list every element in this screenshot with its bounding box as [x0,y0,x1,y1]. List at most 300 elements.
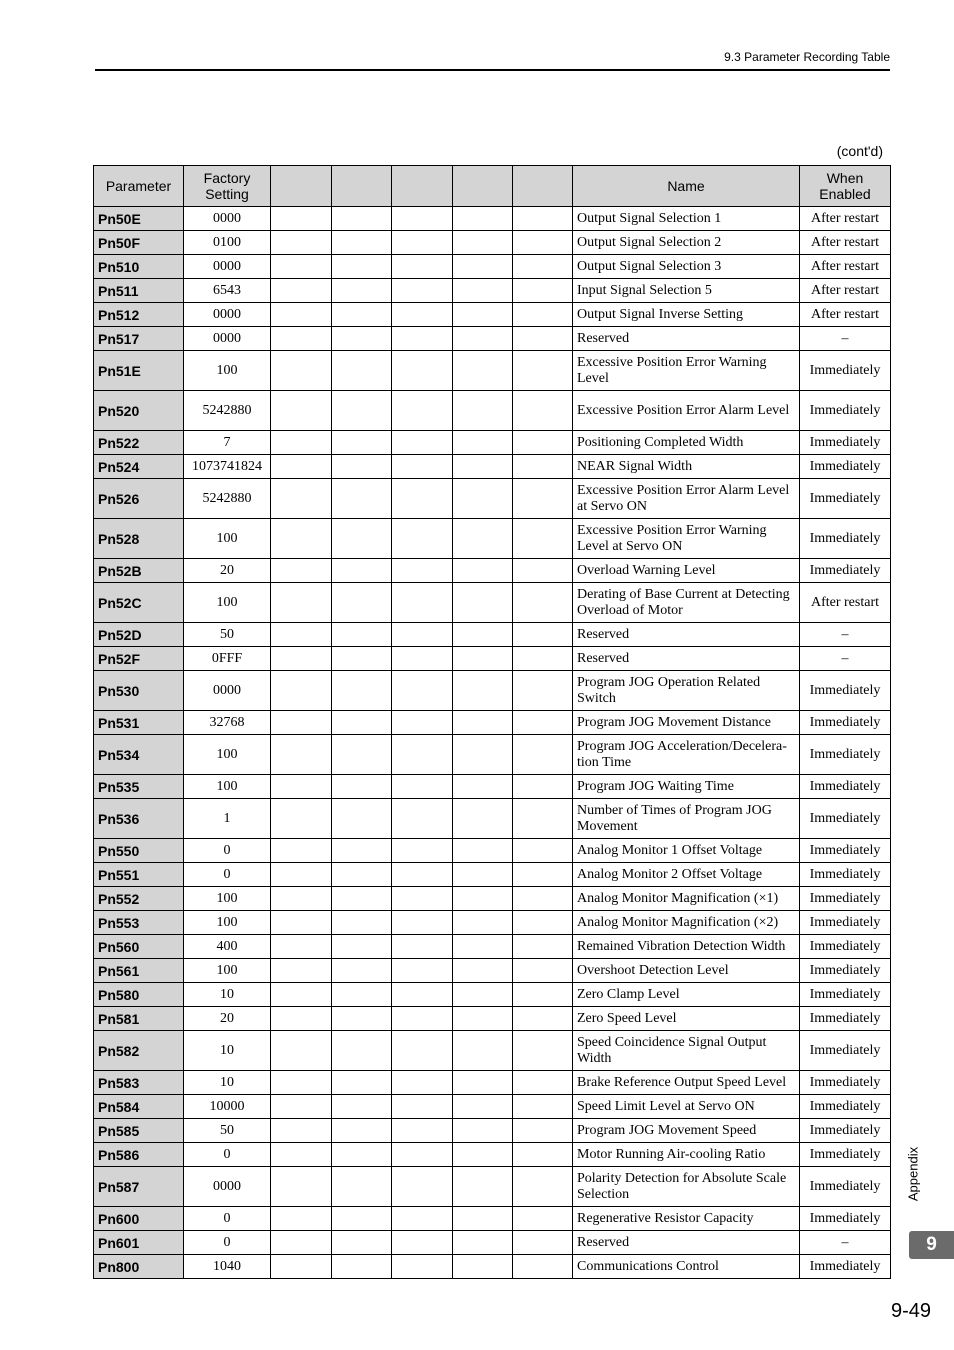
recording-cell-1 [271,519,332,559]
recording-cell-3 [392,1007,453,1031]
recording-cell-4 [453,911,513,935]
parameter-name: Reserved [573,1231,800,1255]
header-when-enabled: When Enabled [800,166,891,207]
table-row [94,671,891,711]
table-row [94,391,891,431]
when-enabled-value: Immediately [800,351,891,391]
parameter-code: Pn561 [94,959,184,983]
table-row [94,1207,891,1231]
parameter-code: Pn512 [94,303,184,327]
chapter-tab: 9 [909,1231,954,1259]
parameter-name: Excessive Position Error Alarm Level at Servo ON [573,479,800,519]
recording-cell-3 [392,455,453,479]
when-enabled-value: Immediately [800,935,891,959]
recording-cell-2 [332,887,392,911]
recording-cell-2 [332,1007,392,1031]
recording-cell-2 [332,671,392,711]
recording-cell-3 [392,583,453,623]
recording-cell-3 [392,735,453,775]
recording-cell-2 [332,231,392,255]
recording-cell-3 [392,839,453,863]
recording-cell-1 [271,839,332,863]
factory-setting-value: 10 [184,983,271,1007]
parameter-name: Analog Monitor Magnification (×2) [573,911,800,935]
parameter-code: Pn800 [94,1255,184,1279]
recording-cell-4 [453,559,513,583]
recording-cell-3 [392,887,453,911]
recording-cell-5 [513,231,573,255]
recording-cell-1 [271,1095,332,1119]
parameter-name: Program JOG Waiting Time [573,775,800,799]
recording-cell-2 [332,351,392,391]
recording-cell-5 [513,1167,573,1207]
recording-cell-4 [453,863,513,887]
table-row [94,231,891,255]
page-number: 9-49 [890,1300,931,1322]
table-row [94,559,891,583]
table-row [94,279,891,303]
recording-cell-1 [271,583,332,623]
parameter-code: Pn51E [94,351,184,391]
recording-cell-3 [392,1231,453,1255]
recording-cell-2 [332,711,392,735]
parameter-name: Zero Speed Level [573,1007,800,1031]
parameter-code: Pn580 [94,983,184,1007]
recording-cell-4 [453,887,513,911]
recording-cell-4 [453,303,513,327]
when-enabled-value: After restart [800,583,891,623]
when-enabled-value: Immediately [800,479,891,519]
header-factory-setting: Factory Setting [184,166,271,207]
table-row [94,431,891,455]
table-row [94,983,891,1007]
parameter-code: Pn584 [94,1095,184,1119]
when-enabled-value: Immediately [800,671,891,711]
parameter-code: Pn522 [94,431,184,455]
parameter-code: Pn535 [94,775,184,799]
factory-setting-value: 10000 [184,1095,271,1119]
table-row [94,303,891,327]
when-enabled-value: Immediately [800,519,891,559]
recording-cell-1 [271,1007,332,1031]
table-row [94,207,891,231]
parameter-code: Pn50F [94,231,184,255]
factory-setting-value: 1 [184,799,271,839]
parameter-code: Pn600 [94,1207,184,1231]
header-parameter: Parameter [94,166,184,207]
factory-setting-value: 0000 [184,207,271,231]
recording-cell-4 [453,839,513,863]
factory-setting-value: 1073741824 [184,455,271,479]
recording-cell-2 [332,431,392,455]
factory-setting-value: 0 [184,863,271,887]
parameter-name: Output Signal Inverse Setting [573,303,800,327]
recording-cell-4 [453,735,513,775]
appendix-label-text: Appendix [905,1146,921,1202]
table-row [94,479,891,519]
recording-cell-1 [271,231,332,255]
parameter-code: Pn581 [94,1007,184,1031]
recording-cell-2 [332,911,392,935]
factory-setting-value: 100 [184,519,271,559]
when-enabled-value: Immediately [800,839,891,863]
recording-cell-2 [332,863,392,887]
when-enabled-value: Immediately [800,711,891,735]
recording-cell-5 [513,1143,573,1167]
recording-cell-5 [513,839,573,863]
recording-cell-5 [513,559,573,583]
recording-cell-5 [513,935,573,959]
recording-cell-3 [392,303,453,327]
recording-cell-4 [453,1255,513,1279]
recording-cell-3 [392,1095,453,1119]
parameter-code: Pn517 [94,327,184,351]
parameter-name: Brake Reference Output Speed Level [573,1071,800,1095]
factory-setting-value: 0FFF [184,647,271,671]
when-enabled-value: Immediately [800,455,891,479]
recording-cell-2 [332,1167,392,1207]
parameter-name: NEAR Signal Width [573,455,800,479]
header-blank-3 [392,166,453,207]
parameter-name: Reserved [573,327,800,351]
parameter-name: Reserved [573,647,800,671]
recording-cell-3 [392,519,453,559]
parameter-name: Number of Times of Program JOG Movement [573,799,800,839]
appendix-side-label [903,1143,923,1205]
parameter-name: Program JOG Acceleration/Decelera- tion Time [573,735,800,775]
table-row [94,1007,891,1031]
recording-cell-5 [513,711,573,735]
factory-setting-value: 0 [184,839,271,863]
recording-cell-1 [271,279,332,303]
parameter-name: Analog Monitor 1 Offset Voltage [573,839,800,863]
recording-cell-1 [271,431,332,455]
recording-cell-4 [453,279,513,303]
recording-cell-4 [453,959,513,983]
recording-cell-5 [513,255,573,279]
parameter-name: Excessive Position Error Warning Level [573,351,800,391]
recording-cell-5 [513,983,573,1007]
parameter-name: Program JOG Operation Related Switch [573,671,800,711]
recording-cell-2 [332,1255,392,1279]
recording-cell-4 [453,1143,513,1167]
recording-cell-5 [513,1231,573,1255]
when-enabled-value: Immediately [800,887,891,911]
recording-cell-2 [332,735,392,775]
table-row [94,911,891,935]
recording-cell-4 [453,1095,513,1119]
recording-cell-2 [332,583,392,623]
table-row [94,1119,891,1143]
recording-cell-5 [513,351,573,391]
factory-setting-value: 10 [184,1031,271,1071]
recording-cell-3 [392,647,453,671]
factory-setting-value: 0100 [184,231,271,255]
recording-cell-2 [332,775,392,799]
recording-cell-1 [271,351,332,391]
header-blank-5 [513,166,573,207]
recording-cell-1 [271,391,332,431]
table-row [94,839,891,863]
recording-cell-3 [392,1119,453,1143]
when-enabled-value: – [800,647,891,671]
factory-setting-value: 100 [184,775,271,799]
recording-cell-1 [271,911,332,935]
recording-cell-3 [392,799,453,839]
factory-setting-value: 100 [184,583,271,623]
when-enabled-value: Immediately [800,959,891,983]
factory-setting-value: 50 [184,623,271,647]
parameter-code: Pn536 [94,799,184,839]
recording-cell-5 [513,583,573,623]
table-row [94,1031,891,1071]
recording-cell-3 [392,959,453,983]
recording-cell-2 [332,255,392,279]
header-blank-2 [332,166,392,207]
parameter-code: Pn52C [94,583,184,623]
when-enabled-value: Immediately [800,1031,891,1071]
recording-cell-4 [453,1031,513,1071]
when-enabled-value: Immediately [800,863,891,887]
recording-cell-5 [513,1071,573,1095]
parameter-code: Pn52B [94,559,184,583]
recording-cell-1 [271,1207,332,1231]
parameter-name: Reserved [573,623,800,647]
recording-cell-5 [513,887,573,911]
parameter-recording-table [93,165,891,1279]
recording-cell-3 [392,431,453,455]
recording-cell-4 [453,775,513,799]
parameter-name: Derating of Base Current at Detecting Overload of Motor [573,583,800,623]
parameter-code: Pn524 [94,455,184,479]
parameter-code: Pn586 [94,1143,184,1167]
recording-cell-1 [271,1071,332,1095]
when-enabled-value: Immediately [800,775,891,799]
table-row [94,935,891,959]
recording-cell-3 [392,623,453,647]
when-enabled-value: Immediately [800,1143,891,1167]
recording-cell-4 [453,671,513,711]
recording-cell-3 [392,1071,453,1095]
parameter-name: Program JOG Movement Distance [573,711,800,735]
when-enabled-value: Immediately [800,911,891,935]
when-enabled-value: – [800,1231,891,1255]
recording-cell-3 [392,775,453,799]
recording-cell-5 [513,775,573,799]
when-enabled-value: Immediately [800,1095,891,1119]
recording-cell-1 [271,559,332,583]
header-name: Name [573,166,800,207]
when-enabled-value: Immediately [800,1207,891,1231]
factory-setting-value: 0 [184,1231,271,1255]
parameter-name: Input Signal Selection 5 [573,279,800,303]
parameter-code: Pn553 [94,911,184,935]
table-row [94,1167,891,1207]
recording-cell-5 [513,1255,573,1279]
parameter-name: Overload Warning Level [573,559,800,583]
factory-setting-value: 0000 [184,671,271,711]
parameter-code: Pn526 [94,479,184,519]
recording-cell-1 [271,255,332,279]
recording-cell-2 [332,1031,392,1071]
table-row [94,1231,891,1255]
when-enabled-value: After restart [800,255,891,279]
when-enabled-value: Immediately [800,735,891,775]
table-row [94,863,891,887]
recording-cell-3 [392,711,453,735]
recording-cell-5 [513,1207,573,1231]
recording-cell-1 [271,1231,332,1255]
table-row [94,775,891,799]
when-enabled-value: After restart [800,231,891,255]
table-row [94,1255,891,1279]
recording-cell-3 [392,863,453,887]
recording-cell-4 [453,207,513,231]
parameter-code: Pn50E [94,207,184,231]
parameter-code: Pn511 [94,279,184,303]
factory-setting-value: 1040 [184,1255,271,1279]
factory-setting-value: 7 [184,431,271,455]
factory-setting-value: 20 [184,559,271,583]
when-enabled-value: After restart [800,279,891,303]
recording-cell-3 [392,255,453,279]
factory-setting-value: 0000 [184,1167,271,1207]
recording-cell-2 [332,935,392,959]
recording-cell-3 [392,911,453,935]
recording-cell-4 [453,799,513,839]
recording-cell-2 [332,647,392,671]
recording-cell-2 [332,799,392,839]
recording-cell-5 [513,911,573,935]
recording-cell-1 [271,887,332,911]
parameter-code: Pn587 [94,1167,184,1207]
parameter-code: Pn583 [94,1071,184,1095]
when-enabled-value: Immediately [800,983,891,1007]
parameter-name: Excessive Position Error Warning Level at Servo ON [573,519,800,559]
when-enabled-value: After restart [800,303,891,327]
recording-cell-3 [392,1255,453,1279]
recording-cell-3 [392,351,453,391]
recording-cell-5 [513,1007,573,1031]
parameter-name: Program JOG Movement Speed [573,1119,800,1143]
recording-cell-2 [332,559,392,583]
recording-cell-1 [271,711,332,735]
recording-cell-3 [392,1207,453,1231]
recording-cell-2 [332,327,392,351]
recording-cell-5 [513,671,573,711]
recording-cell-4 [453,255,513,279]
recording-cell-5 [513,1095,573,1119]
recording-cell-1 [271,1143,332,1167]
when-enabled-value: – [800,623,891,647]
recording-cell-1 [271,1255,332,1279]
recording-cell-2 [332,1071,392,1095]
table-row [94,455,891,479]
parameter-code: Pn601 [94,1231,184,1255]
factory-setting-value: 0000 [184,255,271,279]
recording-cell-4 [453,431,513,455]
recording-cell-1 [271,983,332,1007]
parameter-code: Pn550 [94,839,184,863]
parameter-code: Pn585 [94,1119,184,1143]
factory-setting-value: 100 [184,351,271,391]
table-row [94,711,891,735]
parameter-name: Output Signal Selection 1 [573,207,800,231]
recording-cell-3 [392,983,453,1007]
when-enabled-value: Immediately [800,1255,891,1279]
recording-cell-1 [271,671,332,711]
recording-cell-4 [453,391,513,431]
table-row [94,887,891,911]
recording-cell-2 [332,479,392,519]
recording-cell-2 [332,1207,392,1231]
table-row [94,583,891,623]
table-row [94,1071,891,1095]
factory-setting-value: 5242880 [184,479,271,519]
when-enabled-value: Immediately [800,1167,891,1207]
factory-setting-value: 20 [184,1007,271,1031]
recording-cell-3 [392,559,453,583]
recording-cell-5 [513,479,573,519]
recording-cell-4 [453,935,513,959]
parameter-code: Pn560 [94,935,184,959]
parameter-name: Speed Coincidence Signal Output Width [573,1031,800,1071]
when-enabled-value: Immediately [800,1007,891,1031]
recording-cell-1 [271,735,332,775]
factory-setting-value: 10 [184,1071,271,1095]
factory-setting-value: 100 [184,959,271,983]
parameter-name: Zero Clamp Level [573,983,800,1007]
recording-cell-2 [332,1143,392,1167]
factory-setting-value: 5242880 [184,391,271,431]
table-row [94,735,891,775]
recording-cell-5 [513,623,573,647]
factory-setting-value: 100 [184,735,271,775]
recording-cell-1 [271,623,332,647]
parameter-name: Communications Control [573,1255,800,1279]
recording-cell-5 [513,959,573,983]
parameter-code: Pn582 [94,1031,184,1071]
parameter-code: Pn528 [94,519,184,559]
recording-cell-4 [453,647,513,671]
table-row [94,351,891,391]
recording-cell-5 [513,431,573,455]
recording-cell-2 [332,391,392,431]
table-row [94,623,891,647]
parameter-name: Speed Limit Level at Servo ON [573,1095,800,1119]
header-blank-1 [271,166,332,207]
parameter-code: Pn531 [94,711,184,735]
when-enabled-value: Immediately [800,1119,891,1143]
recording-cell-1 [271,1031,332,1071]
factory-setting-value: 400 [184,935,271,959]
recording-cell-4 [453,583,513,623]
recording-cell-1 [271,303,332,327]
recording-cell-4 [453,519,513,559]
recording-cell-2 [332,839,392,863]
header-rule [95,69,890,71]
table-row [94,647,891,671]
recording-cell-3 [392,1143,453,1167]
recording-cell-1 [271,1119,332,1143]
factory-setting-value: 100 [184,911,271,935]
recording-cell-1 [271,1167,332,1207]
factory-setting-value: 50 [184,1119,271,1143]
recording-cell-1 [271,207,332,231]
factory-setting-value: 0 [184,1207,271,1231]
when-enabled-value: Immediately [800,799,891,839]
recording-cell-2 [332,959,392,983]
